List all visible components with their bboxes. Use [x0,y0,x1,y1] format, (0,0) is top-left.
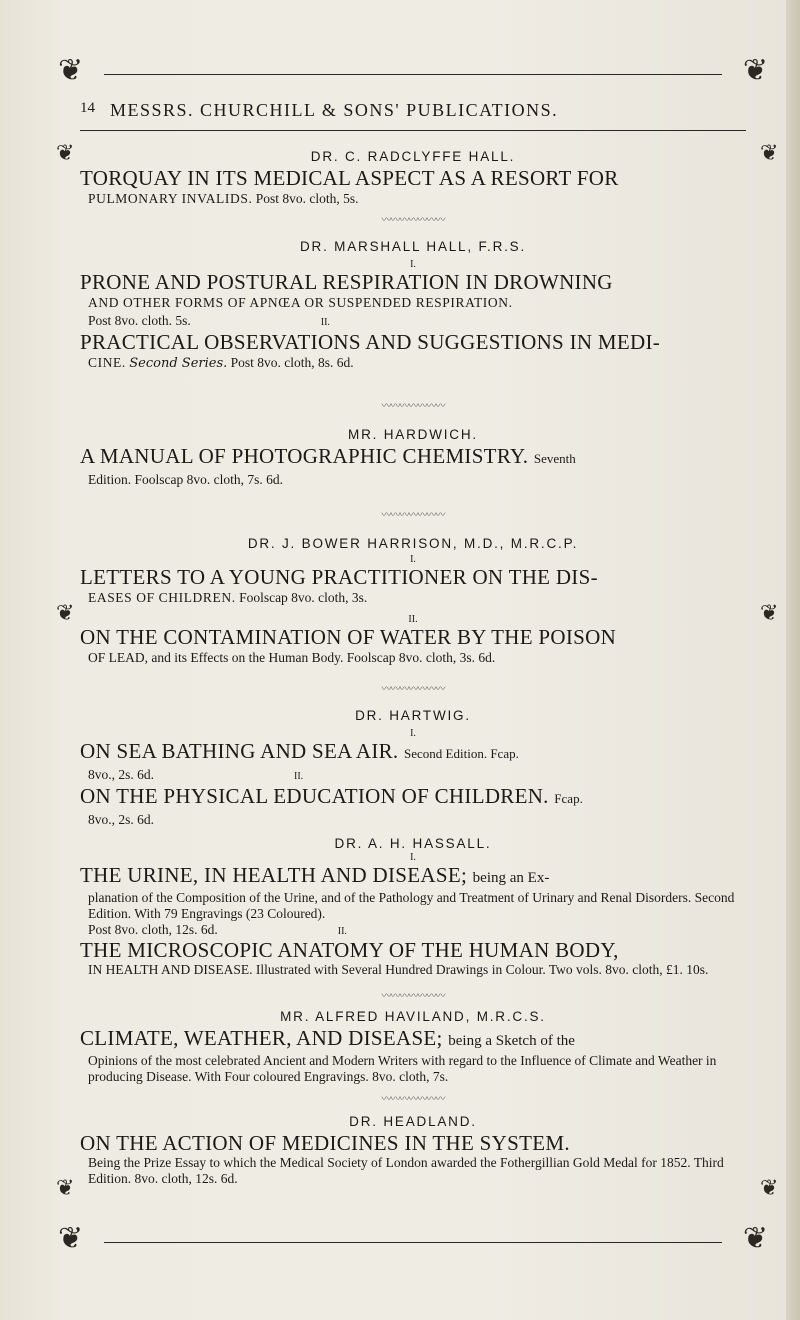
top-ornament [58,54,768,87]
volume-numeral: I. [410,259,416,270]
title-text: A MANUAL OF PHOTOGRAPHIC CHEMISTRY. [80,444,529,468]
title-text: CLIMATE, WEATHER, AND DISEASE; [80,1026,443,1050]
catalogue-entry [80,835,746,978]
book-title: TORQUAY IN ITS MEDICAL ASPECT AS A RESORT FOR [80,166,619,190]
corner-ornament-top-left: ❦ [58,54,84,87]
ornamental-divider: 〰〰〰〰〰〰〰 [381,1094,445,1105]
author-name: DR. HARTWIG. [355,708,471,723]
side-ornament-right: ❦ [760,140,779,165]
ornamental-divider: 〰〰〰〰〰〰〰 [381,991,445,1002]
book-subtitle [88,190,746,208]
bottom-rule [104,1242,722,1243]
publication-line [88,766,746,784]
series-label: Second Series. [129,356,228,371]
publication-details: Post 8vo. cloth, 8s. 6d. [230,355,354,370]
publication-details: Post 8vo. cloth. 5s. [88,313,191,328]
title-text: ON THE PHYSICAL EDUCATION OF CHILDREN. [80,784,549,808]
side-ornament-left: ❦ [56,600,75,625]
corner-ornament-bottom-right: ❦ [742,1222,768,1255]
publication-line [88,922,746,938]
running-header [80,100,746,126]
edition-label: Second Edition. Fcap. [404,746,519,761]
volume-numeral: I. [410,554,416,565]
page-edge [786,0,800,1320]
book-title [80,1026,746,1053]
volume-numeral: II. [408,614,418,625]
publication-details: Foolscap 8vo. cloth, 3s. [239,590,368,605]
volume-numeral: II. [294,771,304,782]
side-ornament-left: ❦ [56,140,75,165]
catalogue-entry [80,148,746,230]
author-name: DR. HEADLAND. [349,1114,477,1129]
ornamental-divider: 〰〰〰〰〰〰〰 [381,684,445,695]
catalogue-entry [80,1113,746,1187]
catalogue-entry [80,238,746,390]
lead-text: being a Sketch of the [448,1033,575,1049]
author-name: DR. MARSHALL HALL, F.R.S. [299,239,527,254]
edition-label: Seventh [533,451,576,466]
book-title: PRONE AND POSTURAL RESPIRATION IN DROWNING [80,270,613,294]
ornamental-divider: 〰〰〰〰〰〰〰 [381,401,445,412]
title-text: ON SEA BATHING AND SEA AIR. [80,739,399,763]
volume-numeral: II. [337,926,347,937]
side-ornament-right: ❦ [760,600,779,625]
header-rule [80,130,746,131]
publication-details: Edition. Foolscap 8vo. cloth, 7s. 6d. [88,472,283,487]
publication-details: 8vo., 2s. 6d. [88,767,155,782]
subtitle-text: EASES OF CHILDREN. [88,590,236,605]
subtitle-text: AND OTHER FORMS OF APNŒA OR SUSPENDED RESPIRATION. [88,295,513,310]
book-title: LETTERS TO A YOUNG PRACTITIONER ON THE DIS- [80,565,598,589]
book-description: IN HEALTH AND DISEASE. Illustrated with Several Hundred Drawings in Colour. Two vols. 8vo. cloth, £1. 10s. [88,962,709,977]
catalogue-entry [80,1008,746,1085]
book-title [80,784,746,811]
corner-ornament-bottom-left: ❦ [58,1222,84,1255]
author-name: DR. J. BOWER HARRISON, M.D., M.R.C.P. [247,536,579,551]
publication-details: Post 8vo. cloth, 5s. [255,191,359,206]
volume-numeral: I. [410,852,416,863]
top-rule [104,74,722,75]
lead-text: being an Ex- [472,870,550,886]
author-name: MR. ALFRED HAVILAND, M.R.C.S. [280,1009,546,1024]
bottom-ornament [58,1222,768,1255]
subtitle-text: CINE. [88,355,126,370]
author-name: DR. C. RADCLYFFE HALL. [310,149,516,164]
book-description: planation of the Composition of the Urine, and of the Pathology and Treatment of Urinary and Renal Disorders. Second Edition. With 79 Engravings (23 Coloured). [88,890,735,921]
book-title [80,739,746,766]
publication-details: 8vo., 2s. 6d. [88,812,155,827]
catalogue-entry [80,707,746,829]
title-text: THE URINE, IN HEALTH AND DISEASE; [80,863,468,887]
book-title: ON THE CONTAMINATION OF WATER BY THE POISON [80,625,617,649]
catalogue-listing [80,148,746,1187]
side-ornament-left: ❦ [56,1175,75,1200]
volume-numeral: I. [410,728,416,739]
catalogue-entry [80,535,746,667]
edition-label: Fcap. [554,791,583,806]
publication-details: Post 8vo. cloth, 12s. 6d. [88,922,218,937]
book-subtitle [88,354,746,373]
subtitle-text: PULMONARY INVALIDS. [88,191,253,206]
book-description: Opinions of the most celebrated Ancient and Modern Writers with regard to the Influence of Climate and Weather in producing Disease. With Four coloured Engravings. 8vo. cloth, 7s. [88,1053,717,1084]
book-title [80,863,746,890]
volume-numeral: II. [320,317,330,328]
publication-details: OF LEAD, and its Effects on the Human Body. Foolscap 8vo. cloth, 3s. 6d. [88,650,496,665]
publication-line [88,312,746,330]
page-number: 14 [80,100,95,116]
catalogue-entry [80,426,746,489]
book-title: THE MICROSCOPIC ANATOMY OF THE HUMAN BODY, [80,938,619,962]
ornamental-divider: 〰〰〰〰〰〰〰 [381,510,445,521]
side-ornament-right: ❦ [760,1175,779,1200]
author-name: MR. HARDWICH. [348,427,478,442]
book-description: Being the Prize Essay to which the Medical Society of London awarded the Fothergillian Gold Medal for 1852. Third Edition. 8vo. cloth, 12s. 6d. [88,1155,724,1186]
book-subtitle [88,589,746,607]
book-subtitle [88,294,746,312]
book-title [80,444,746,471]
book-title: PRACTICAL OBSERVATIONS AND SUGGESTIONS IN MEDI- [80,330,661,354]
author-name: DR. A. H. HASSALL. [334,836,492,851]
corner-ornament-top-right: ❦ [742,54,768,87]
book-title: ON THE ACTION OF MEDICINES IN THE SYSTEM. [80,1131,570,1155]
running-title: MESSRS. CHURCHILL & SONS' PUBLICATIONS. [110,100,559,120]
ornamental-divider: 〰〰〰〰〰〰〰 [381,215,445,226]
